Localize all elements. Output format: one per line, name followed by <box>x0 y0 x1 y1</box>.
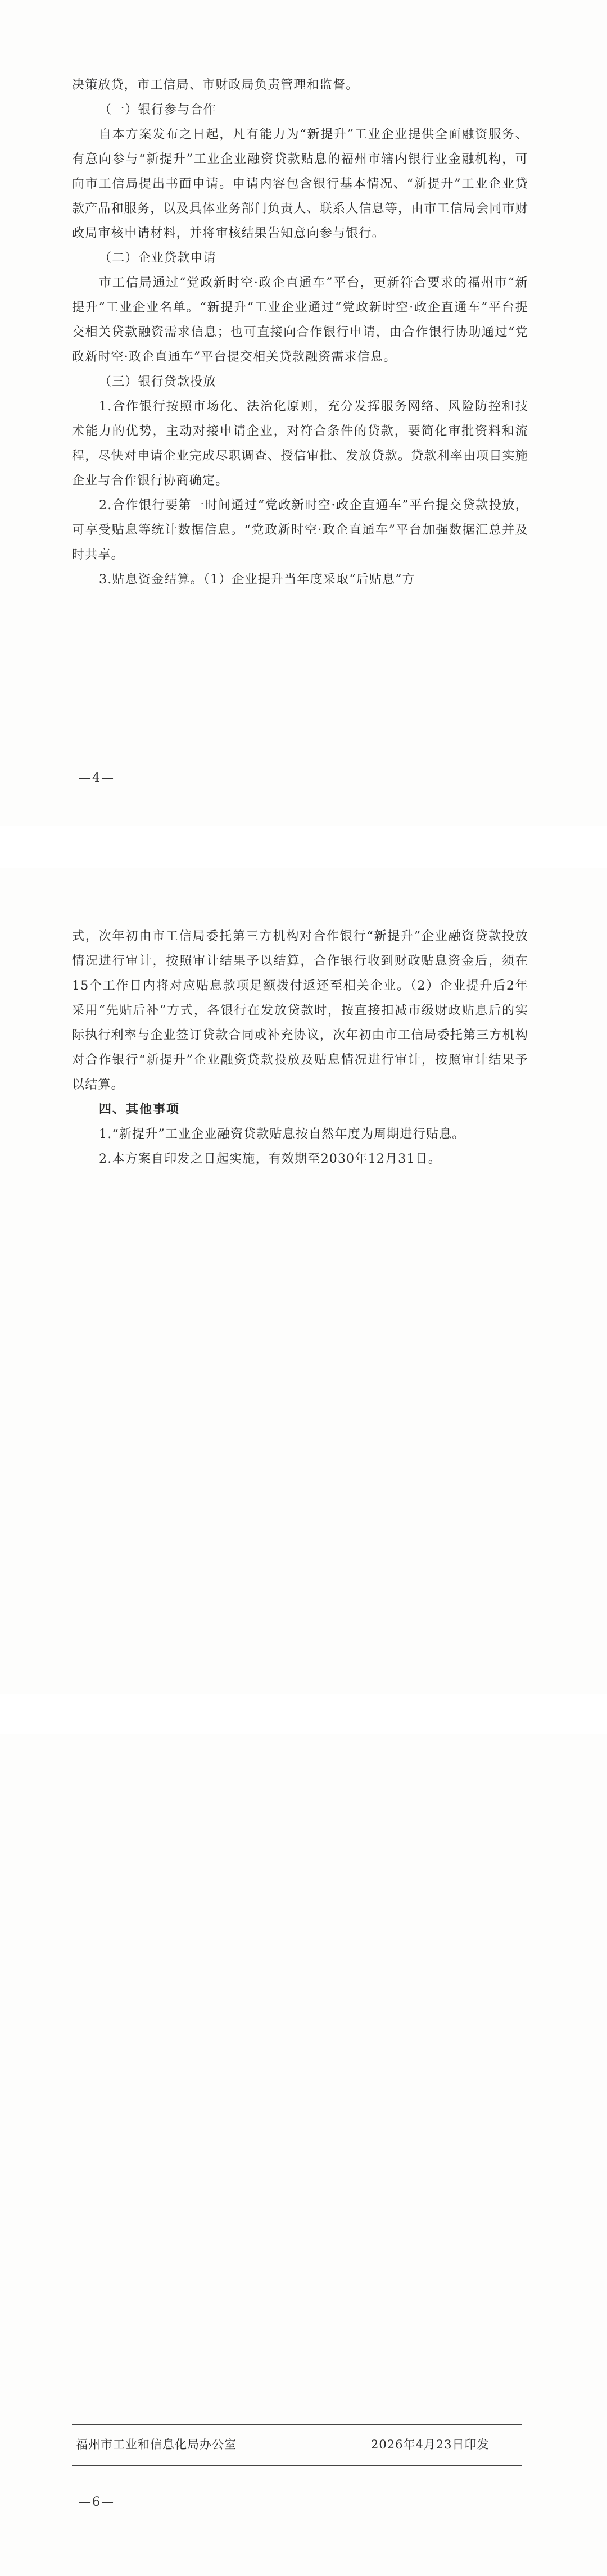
paragraph-continued: 决策放贷，市工信局、市财政局负责管理和监督。 <box>72 78 359 92</box>
section-heading-loan-issuance: （三）银行贷款投放 <box>99 375 216 389</box>
section-heading-other-matters: 四、其他事项 <box>99 1103 180 1117</box>
paragraph-bank-cooperation: 自本方案发布之日起，凡有能力为“新提升”工业企业提供全面融资服务、有意向参与“新提升”工业企业融资贷款贴息的福州市辖内银行业金融机构，可向市工信局提出书面申请。申请内容包含银行基本情况、“新提升”工业企业贷款产品和服务，以及具体业务部门负责人、联系人信息等，由市工信局会同市财政局审核申请材料，并将审核结果告知意向参与银行。 <box>72 128 529 241</box>
paragraph-loan-issuance-3: 3.贴息资金结算。（1）企业提升当年度采取“后贴息”方 <box>99 573 415 587</box>
footer-issue-date: 2026年4月23日印发 <box>371 2438 490 2451</box>
paragraph-other-matters-1: 1.“新提升”工业企业融资贷款贴息按自然年度为周期进行贴息。 <box>99 1127 465 1141</box>
paragraph-loan-issuance-2: 2.合作银行要第一时间通过“党政新时空·政企直通车”平台提交贷款投放，可享受贴息等统计数据信息。“党政新时空·政企直通车”平台加强数据汇总并及时共享。 <box>72 498 528 562</box>
section-heading-loan-application: （二）企业贷款申请 <box>99 251 216 265</box>
page-4-body <box>72 73 528 592</box>
section-heading-bank-cooperation: （一）银行参与合作 <box>99 103 216 117</box>
paragraph-loan-application: 市工信局通过“党政新时空·政企直通车”平台，更新符合要求的福州市“新提升”工业企业名单。“新提升”工业企业通过“党政新时空·政企直通车”平台提交相关贷款融资需求信息；也可直接向合作银行申请，由合作银行协助通过“党政新时空·政企直通车”平台提交相关贷款融资需求信息。 <box>72 276 528 364</box>
page-5 <box>0 868 607 1694</box>
paragraph-other-matters-2: 2.本方案自印发之日起实施，有效期至2030年12月31日。 <box>99 1152 441 1166</box>
paragraph-loan-issuance-1: 1.合作银行按照市场化、法治化原则，充分发挥服务网络、风险防控和技术能力的优势，主动对接申请企业，对符合条件的贷款，要简化审批资料和流程，尽快对申请企业完成尽职调查、授信审批、发放贷款。贷款利率由项目实施企业与合作银行协商确定。 <box>72 400 529 488</box>
footer-issuing-office: 福州市工业和信息化局办公室 <box>76 2438 237 2451</box>
page-number: —4— <box>79 771 115 785</box>
paragraph-settlement-continued: 式，次年初由市工信局委托第三方机构对合作银行“新提升”企业融资贷款投放情况进行审计，按照审计结果予以结算，合作银行收到财政贴息资金后，须在15个工作日内将对应贴息款项足额拨付返还至相关企业。（2）企业提升后2年采用“先贴后补”方式，各银行在发放贷款时，按直接扣减市级财政贴息后的实际执行利率与企业签订贷款合同或补充协议，次年初由市工信局委托第三方机构对合作银行“新提升”企业融资贷款投放及贴息情况进行审计，按照审计结果予以结算。 <box>72 929 529 1092</box>
page-number: —6— <box>79 2495 115 2509</box>
page-4 <box>0 0 607 826</box>
page-5-body <box>72 924 528 1172</box>
footer-top-rule <box>72 2424 522 2425</box>
footer-bottom-rule <box>72 2465 522 2466</box>
